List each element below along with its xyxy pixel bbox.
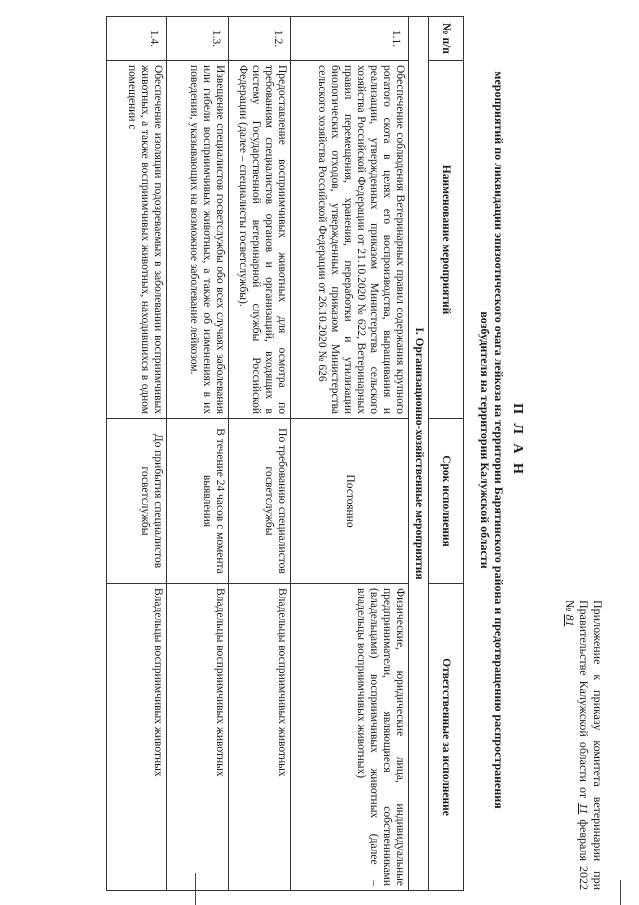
row-number: 1.3. (167, 17, 229, 61)
measures-table (106, 16, 464, 891)
row-term: По требованию специалистов госветслужбы (229, 419, 291, 584)
row-term: Постоянно (291, 419, 409, 584)
plan-heading: П Л А Н (510, 403, 525, 477)
row-responsible: Владельцы восприимчивых животных (167, 584, 229, 891)
header-term: Срок исполнения (429, 419, 464, 584)
header-number: № п/п (429, 17, 464, 61)
row-number: 1.2. (229, 17, 291, 61)
row-number: 1.4. (107, 17, 167, 61)
table-row (291, 17, 409, 891)
table-row (229, 17, 291, 891)
appendix-number: 81 (563, 614, 577, 627)
row-number: 1.1. (291, 17, 409, 61)
row-term: До прибытия специалистов госветслужбы (107, 419, 167, 584)
plan-subtitle: мероприятий по ликвидации эпизоотического очага лейкоза на территории Барятинского района и предотвращению распространения возбудителя на территории Калужской области (478, 71, 506, 809)
header-responsible: Ответственные за исполнение (429, 584, 464, 891)
table-header-row (429, 17, 464, 891)
row-responsible: Физические, юридические лица, индивидуальные предприниматели, являющиеся собственниками (владельцами) восприимчивых животных (далее – владельцы восприимчивых животных) (291, 584, 409, 891)
section-row (409, 17, 429, 891)
row-measure: Обеспечение соблюдения Ветеринарных правил содержания крупного рогатого скота в целях его воспроизводства, выращивания и реализации, утвержденных приказом Министерства сельского хозяйства Российской Федерации от 21.10.2020 № 622, Ветеринарных правил перемещения, хранения, переработки и утилизации биологических отходов, утвержденных приказом Министерства сельского хозяйства Российской Федерации от 26.10.2020 № 626 (291, 61, 409, 419)
row-measure: Предоставление восприимчивых животных для осмотра по требованиям специалистов органов и организаций, входящих в систему Государственной ветеринарной службы Российской Федерации (далее – специалисты госветслужбы). (229, 61, 291, 419)
appendix-month-year: февраля 2022 № (563, 600, 591, 891)
row-measure: Обеспечение изоляции подозреваемых в заболевании восприимчивых животных, а также восприимчивых животных, находившихся в одном помещении с (107, 61, 167, 419)
row-responsible: Владельцы восприимчивых животных (107, 584, 167, 891)
section-title: I. Организационно-хозяйственные мероприятия (409, 17, 429, 891)
row-responsible: Владельцы восприимчивых животных (229, 584, 291, 891)
row-measure: Извещение специалистов госветслужбы обо всех случаях заболевания или гибели восприимчивых животных, а также об изменениях в их поведении, указывающих на возможное заболевание лейкозом. (167, 61, 229, 419)
header-measure-name: Наименование мероприятий (429, 61, 464, 419)
appendix-day: 11 (577, 803, 591, 815)
document-title (478, 60, 524, 820)
appendix-text: Приложение к приказу комитета ветеринарии при Правительстве Калужской области от (577, 600, 605, 890)
row-term: В течение 24 часов с момента выявления (167, 419, 229, 584)
table-row (107, 17, 167, 891)
table-row (167, 17, 229, 891)
appendix-note (563, 600, 605, 890)
